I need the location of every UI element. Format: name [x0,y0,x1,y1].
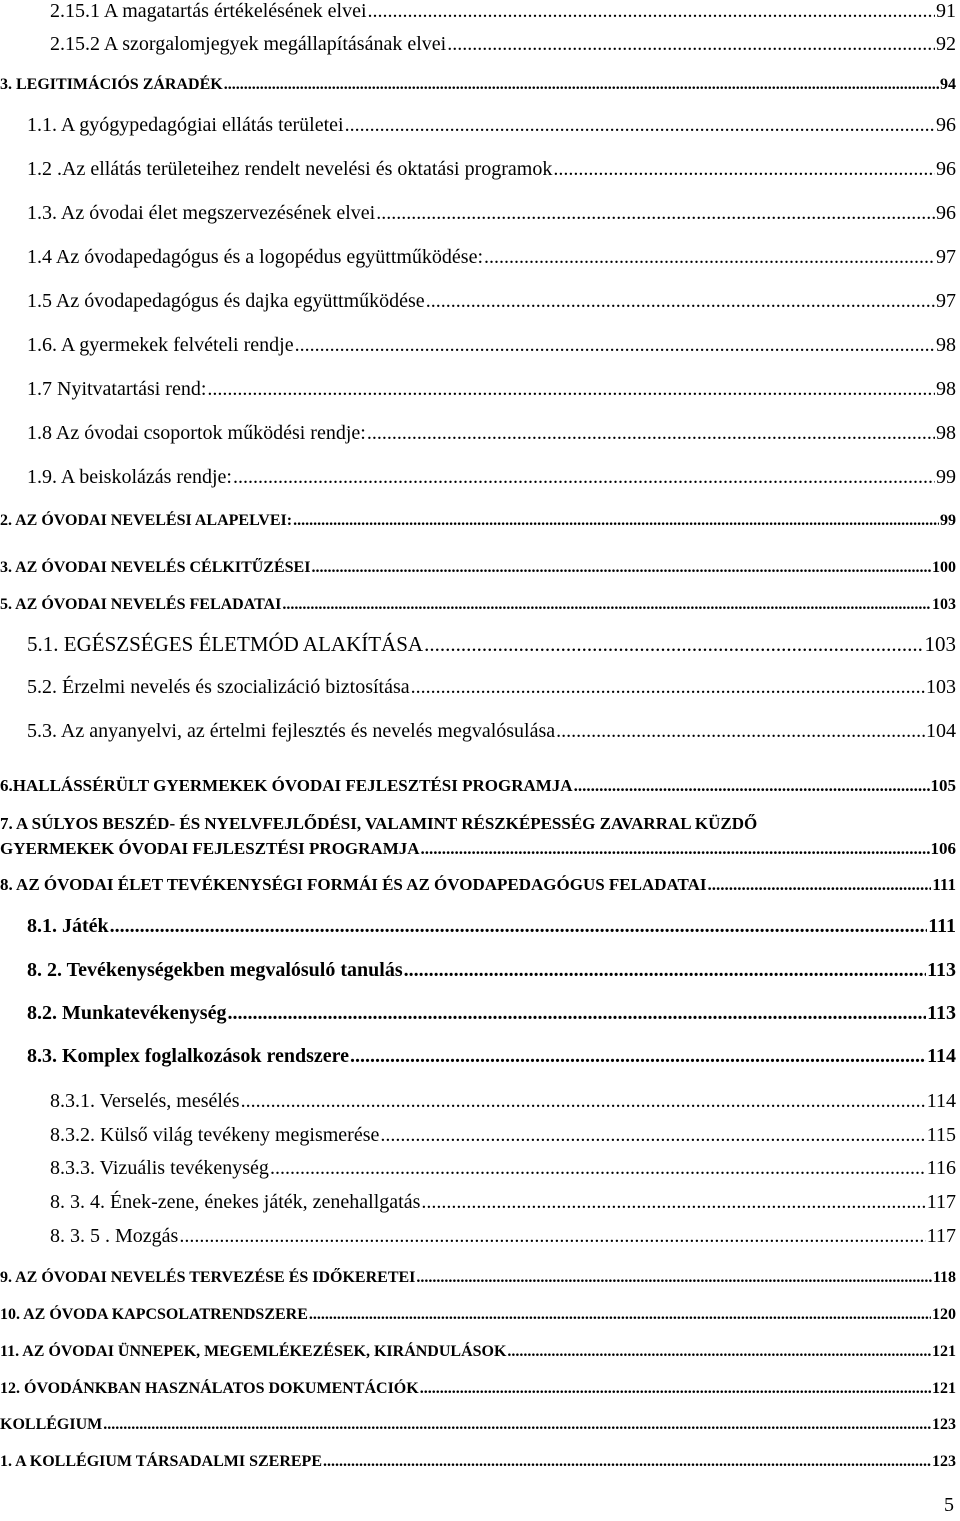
toc-entry-page: 100 [932,559,956,576]
toc-entry-title: 1.9. A beiskolázás rendje: [27,466,232,488]
toc-entry[interactable] [27,720,956,743]
toc-entry[interactable] [50,0,956,23]
toc-entry-page: 96 [936,202,956,224]
toc-entry[interactable] [27,246,956,269]
toc-entry-page: 118 [932,1269,956,1286]
toc-entry-title: 8.3.1. Verselés, mesélés [50,1090,240,1112]
toc-entry-page: 106 [930,839,956,858]
toc-entry-title: 2.15.1 A magatartás értékelésének elvei [50,0,367,22]
toc-entry-page: 123 [932,1416,956,1433]
toc-entry-title: 3. LEGITIMÁCIÓS ZÁRADÉK [0,76,223,93]
toc-entry-title: 8. 3. 5 . Mozgás [50,1225,179,1247]
toc-entry-page: 113 [927,959,956,981]
toc-entry[interactable] [0,1416,956,1434]
toc-entry-page: 97 [936,290,956,312]
toc-entry-title: 8.1. Játék [27,915,109,937]
toc-entry[interactable] [27,1045,956,1068]
toc-entry-page: 105 [930,776,956,795]
toc-entry-title: 8. 2. Tevékenységekben megvalósuló tanulás [27,959,403,981]
toc-entry-page: 96 [936,158,956,180]
toc-entry-page: 114 [926,1090,956,1112]
toc-entry[interactable] [50,1124,956,1147]
toc-entry-page: 111 [928,915,956,937]
toc-entry-page: 98 [936,378,956,400]
toc-entry[interactable] [27,915,956,938]
toc-entry[interactable] [27,378,956,401]
toc-entry[interactable] [50,1090,956,1113]
toc-entry-page: 114 [927,1045,956,1067]
toc-entry[interactable] [50,1225,956,1248]
toc-entry-title: 1.7 Nyitvatartási rend: [27,378,207,400]
toc-entry[interactable] [0,1453,956,1471]
toc-entry-page: 103 [926,676,956,698]
toc-entry-page: 121 [932,1343,956,1360]
toc-entry-title: 6.HALLÁSSÉRÜLT GYERMEKEK ÓVODAI FEJLESZTÉSI PROGRAMJA [0,776,573,795]
toc-entry-title: 11. AZ ÓVODAI ÜNNEPEK, MEGEMLÉKEZÉSEK, KIRÁNDULÁSOK [0,1343,507,1360]
toc-entry-page: 120 [932,1306,956,1323]
toc-entry-page: 103 [924,632,956,656]
toc-entry[interactable] [27,202,956,225]
toc-entry-title: 2.15.2 A szorgalomjegyek megállapításának elvei [50,33,447,55]
toc-entry-title: 10. AZ ÓVODA KAPCSOLATRENDSZERE [0,1306,308,1323]
toc-entry[interactable] [27,632,956,656]
toc-entry[interactable] [0,1343,956,1361]
toc-entry-page: 113 [927,1002,956,1024]
toc-entry-title: 5. AZ ÓVODAI NEVELÉS FELADATAI [0,596,282,613]
toc-entry[interactable] [0,1306,956,1324]
toc-entry-page: 92 [936,33,956,55]
toc-entry-page: 91 [936,0,956,22]
toc-entry[interactable] [0,875,956,895]
toc-entry[interactable] [0,814,956,834]
toc-entry-title: 1.8 Az óvodai csoportok működési rendje: [27,422,366,444]
toc-entry[interactable] [50,1157,956,1180]
toc-entry-title: 12. ÓVODÁNKBAN HASZNÁLATOS DOKUMENTÁCIÓK [0,1380,419,1397]
toc-entry-page: 103 [932,596,956,613]
toc-entry-page: 123 [932,1453,956,1470]
toc-entry-page: 111 [932,875,956,894]
toc-entry-title: 8.3.2. Külső világ tevékeny megismerése [50,1124,380,1146]
toc-entry-title: 9. AZ ÓVODAI NEVELÉS TERVEZÉSE ÉS IDŐKERETEI [0,1269,416,1286]
toc-entry[interactable] [27,158,956,181]
toc-entry-continuation[interactable] [0,839,956,859]
toc-entry[interactable] [27,422,956,445]
toc-entry-title: KOLLÉGIUM [0,1416,103,1433]
toc-entry[interactable] [50,1191,956,1214]
toc-entry-title: 1.6. A gyermekek felvételi rendje [27,334,294,356]
toc-entry-title: 1.4 Az óvodapedagógus és a logopédus együttműködése: [27,246,484,268]
toc-entry[interactable] [0,512,956,530]
toc-entry-title: 1. A KOLLÉGIUM TÁRSADALMI SZEREPE [0,1453,322,1470]
toc-entry-title: 8.3. Komplex foglalkozások rendszere [27,1045,350,1067]
toc-entry-page: 98 [936,422,956,444]
toc-entry-title: 5.3. Az anyanyelvi, az értelmi fejlesztés és nevelés megvalósulása [27,720,556,742]
toc-entry-title: 7. A SÚLYOS BESZÉD- ÉS NYELVFEJLŐDÉSI, VALAMINT RÉSZKÉPESSÉG ZAVARRAL KÜZDŐ [0,814,758,833]
toc-entry-page: 98 [936,334,956,356]
toc-entry-title: 2. AZ ÓVODAI NEVELÉSI ALAPELVEI: [0,512,293,529]
toc-entry-title: 8. AZ ÓVODAI ÉLET TEVÉKENYSÉGI FORMÁI ÉS AZ ÓVODAPEDAGÓGUS FELADATAI [0,875,707,894]
toc-entry[interactable] [27,1002,956,1025]
toc-entry[interactable] [27,676,956,699]
toc-entry-title-continued: GYERMEKEK ÓVODAI FEJLESZTÉSI PROGRAMJA [0,839,420,858]
toc-entry-title: 1.3. Az óvodai élet megszervezésének elvei [27,202,376,224]
toc-entry[interactable] [27,466,956,489]
toc-entry-title: 5.1. EGÉSZSÉGES ÉLETMÓD ALAKÍTÁSA [27,632,424,656]
toc-entry-title: 8. 3. 4. Ének-zene, énekes játék, zenehallgatás [50,1191,421,1213]
toc-entry-page: 99 [940,512,956,529]
toc-entry[interactable] [0,596,956,614]
toc-entry[interactable] [27,290,956,313]
toc-entry[interactable] [27,959,956,982]
toc-entry-page: 117 [926,1191,956,1213]
toc-entry-page: 97 [936,246,956,268]
toc-entry[interactable] [50,33,956,56]
toc-entry-page: 115 [926,1124,956,1146]
toc-entry-page: 99 [936,466,956,488]
toc-entry-title: 5.2. Érzelmi nevelés és szocializáció biztosítása [27,676,410,698]
toc-entry[interactable] [27,334,956,357]
toc-entry-page: 116 [926,1157,956,1179]
toc-entry-page: 94 [940,76,956,93]
toc-entry-title: 1.5 Az óvodapedagógus és dajka együttműködése [27,290,425,312]
page-number: 5 [944,1494,954,1516]
toc-entry-page: 117 [926,1225,956,1247]
toc-entry-title: 1.2 .Az ellátás területeihez rendelt nevelési és oktatási programok [27,158,553,180]
toc-entry-title: 8.3.3. Vizuális tevékenység [50,1157,269,1179]
toc-entry-page: 96 [936,114,956,136]
toc-entry[interactable] [0,776,956,796]
toc-entry[interactable] [0,1380,956,1398]
toc-entry-page: 104 [926,720,956,742]
toc-entry[interactable] [27,114,956,137]
toc-entry[interactable] [0,1269,956,1287]
toc-entry-page: 121 [932,1380,956,1397]
toc-entry-title: 1.1. A gyógypedagógiai ellátás területei [27,114,344,136]
toc-entry[interactable] [0,559,956,577]
toc-entry-title: 3. AZ ÓVODAI NEVELÉS CÉLKITŰZÉSEI [0,559,311,576]
toc-entry[interactable] [0,76,956,94]
toc-entry-title: 8.2. Munkatevékenység [27,1002,227,1024]
